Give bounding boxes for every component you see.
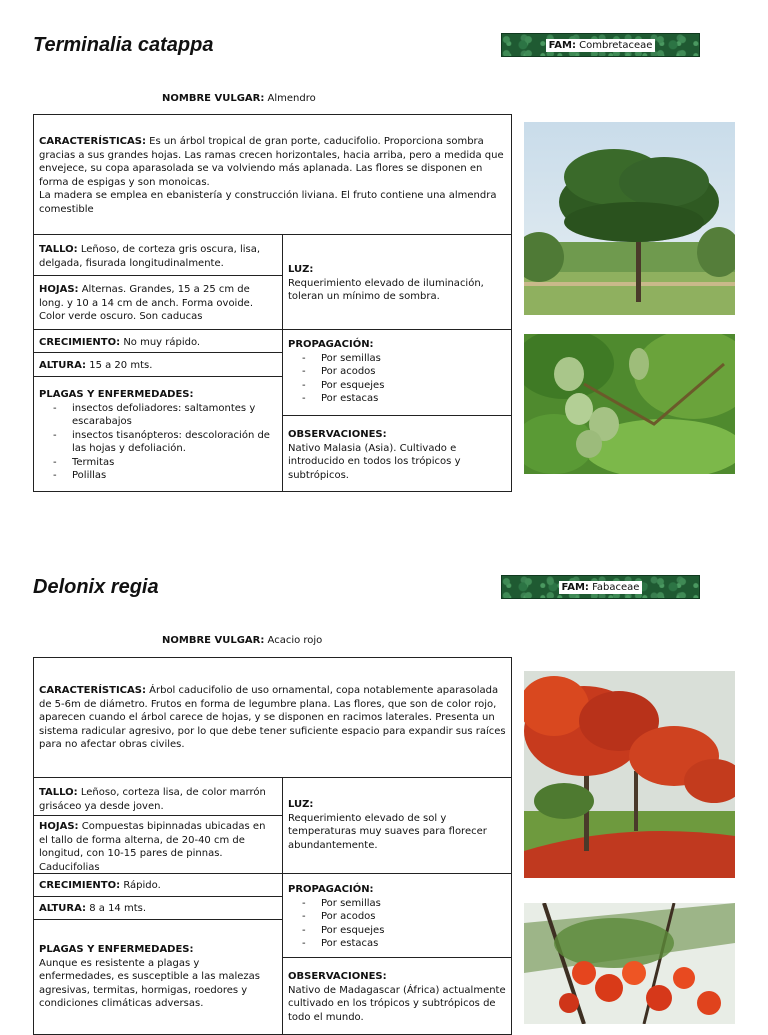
plagas-cell: PLAGAS Y ENFERMEDADES: - insectos defoliadores: saltamontes y escarabajos - insectos tisanópteros: descoloración de las hojas y defoliación. - Termitas - Polillas <box>34 386 282 485</box>
observaciones-cell: OBSERVACIONES: Nativo Malasia (Asia). Cultivado e introducido en todos los trópicos y subtrópicos. <box>288 429 461 481</box>
propagacion-cell: PROPAGACIÓN: - Por semillas - Por acodos - Por esquejes - Por estacas <box>283 881 511 953</box>
tallo-cell: TALLO: Leñoso, corteza lisa, de color marrón grisáceo ya desde joven. <box>39 787 266 812</box>
plagas-list <box>39 402 277 483</box>
tallo-cell: TALLO: Leñoso, de corteza gris oscura, lisa, delgada, fisurada longitudinalmente. <box>39 244 261 269</box>
altura-cell: ALTURA: 8 a 14 mts. <box>39 903 147 914</box>
list-item: - Por estacas <box>302 392 506 406</box>
list-item: - Por estacas <box>302 937 506 951</box>
terminalia-tree-photo <box>524 122 735 315</box>
propagacion-cell: PROPAGACIÓN: - Por semillas - Por acodos - Por esquejes - Por estacas <box>283 336 511 408</box>
common-name: NOMBRE VULGAR: Almendro <box>162 93 316 104</box>
list-item: - Por acodos <box>302 910 506 924</box>
propagacion-list <box>288 897 506 951</box>
delonix-tree-photo <box>524 671 735 878</box>
luz-cell: LUZ: Requerimiento elevado de iluminación, toleran un mínimo de sombra. <box>288 264 484 302</box>
caracteristicas-cell: CARACTERÍSTICAS: Árbol caducifolio de uso ornamental, copa notablemente aparasolada de 5-6m de diámetro. Frutos en forma de legumbre plana. Las flores, que son de color rojo, aparecen cuando el árbol carece de hojas, y se disponen en racimos laterales. Presenta un sistema radicular agresivo, por lo que debe tener suficiente espacio para expandir sus raíces para no afectar obras civiles. <box>39 685 506 750</box>
altura-cell: ALTURA: 15 a 20 mts. <box>39 360 153 371</box>
list-item: - Por esquejes <box>302 924 506 938</box>
family-badge <box>501 33 700 57</box>
family-label: FAM: Fabaceae <box>559 581 643 594</box>
list-item: - Por semillas <box>302 352 506 366</box>
list-item: - insectos tisanópteros: descoloración de las hojas y defoliación. <box>53 429 277 456</box>
list-item: - Termitas <box>53 456 277 470</box>
hojas-cell: HOJAS: Alternas. Grandes, 15 a 25 cm de long. y 10 a 14 cm de anch. Forma ovoide. Color verde oscuro. Son caducas <box>39 284 254 322</box>
observaciones-cell: OBSERVACIONES: Nativo de Madagascar (África) actualmente cultivado en los trópicos y subtrópicos de todo el mundo. <box>288 971 506 1023</box>
plagas-cell: PLAGAS Y ENFERMEDADES: Aunque es resistente a plagas y enfermedades, es susceptible a las malezas agresivas, termitas, hormigas, roedores y condiciones climáticas adversas. <box>39 944 260 1009</box>
list-item: - Polillas <box>53 469 277 483</box>
list-item: - insectos defoliadores: saltamontes y escarabajos <box>53 402 277 429</box>
propagacion-list <box>288 352 506 406</box>
info-table <box>33 657 512 1035</box>
caracteristicas-cell: CARACTERÍSTICAS: Es un árbol tropical de gran porte, caducifolio. Proporciona sombra gracias a sus grandes hojas. Las ramas crecen horizontales, hacia arriba, pero a medida que envejece, su copa aparasolada se va volviendo más aplanada. Las flores se disponen en forma de espigas y son monoicas. La madera se emplea en ebanistería y construcción liviana. El fruto contiene una almendra comestible <box>39 136 504 215</box>
luz-cell: LUZ: Requerimiento elevado de sol y temperaturas muy suaves para florecer abundantemente. <box>288 799 487 851</box>
list-item: - Por semillas <box>302 897 506 911</box>
species-title: Delonix regia <box>33 576 159 598</box>
species-title: Terminalia catappa <box>33 34 214 56</box>
crecimiento-cell: CRECIMIENTO: No muy rápido. <box>39 337 201 348</box>
common-name: NOMBRE VULGAR: Acacio rojo <box>162 635 323 646</box>
terminalia-fruit-photo <box>524 334 735 474</box>
crecimiento-cell: CRECIMIENTO: Rápido. <box>39 880 161 891</box>
family-label: FAM: Combretaceae <box>546 39 656 52</box>
info-table <box>33 114 512 492</box>
list-item: - Por acodos <box>302 365 506 379</box>
family-badge <box>501 575 700 599</box>
list-item: - Por esquejes <box>302 379 506 393</box>
hojas-cell: HOJAS: Compuestas bipinnadas ubicadas en el tallo de forma alterna, de 20-40 cm de longitud, con 10-15 pares de pinnas. Caducifolias <box>39 821 266 873</box>
delonix-flower-photo <box>524 903 735 1024</box>
